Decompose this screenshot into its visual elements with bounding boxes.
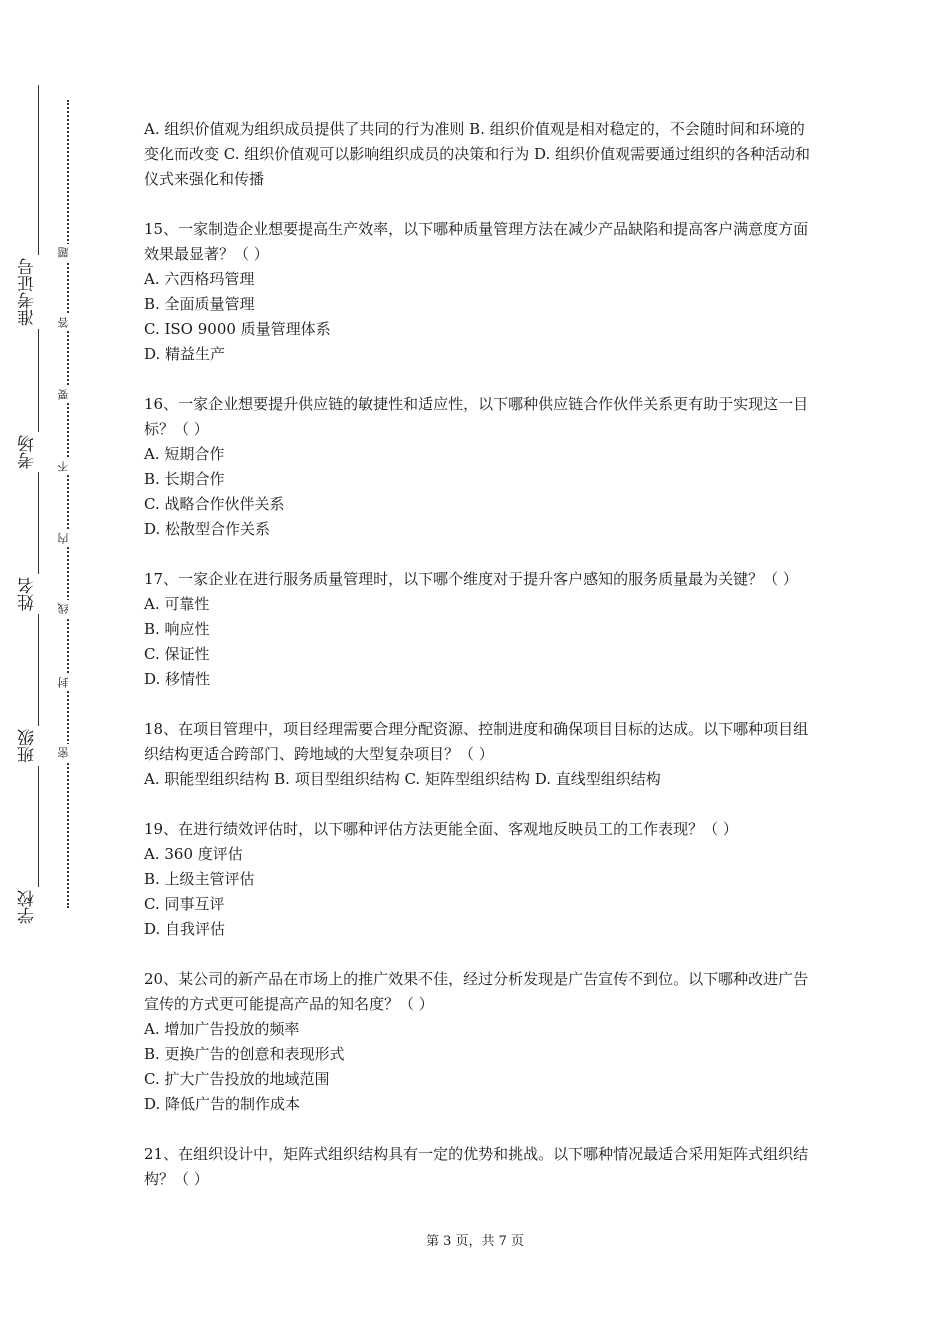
option: D. 精益生产 [144, 345, 226, 363]
question-text: 21、在组织设计中，矩阵式组织结构具有一定的优势和挑战。以下哪种情况最适合采用矩阵式组织结构？（ ） [144, 1145, 809, 1188]
option: B. 上级主管评估 [144, 870, 255, 888]
page-footer: 第 3 页，共 7 页 [425, 1234, 525, 1249]
question-text: 19、在进行绩效评估时，以下哪种评估方法更能全面、客观地反映员工的工作表现？（ ） [144, 820, 738, 838]
seal-char: 密 [58, 744, 76, 761]
option: B. 响应性 [144, 620, 210, 638]
option: D. 自我评估 [144, 920, 226, 938]
option: C. 保证性 [144, 645, 210, 663]
option: B. 更换广告的创意和表现形式 [144, 1045, 345, 1063]
seal-char: 答 [58, 314, 76, 331]
question-18 [144, 717, 814, 792]
question-15 [144, 217, 814, 367]
intro-paragraph: A. 组织价值观为组织成员提供了共同的行为准则 B. 组织价值观是相对稳定的，不会随时间和环境的变化而改变 C. 组织价值观可以影响组织成员的决策和行为 D. 组织价值观需要通过组织的各种活动和仪式来强化和传播 [144, 120, 811, 188]
option: A. 职能型组织结构 B. 项目型组织结构 C. 矩阵型组织结构 D. 直线型组织结构 [144, 770, 661, 788]
option: A. 短期合作 [144, 445, 225, 463]
option: D. 移情性 [144, 670, 211, 688]
binding-margin [0, 0, 110, 1344]
class-label: 班级 [18, 726, 58, 766]
option: C. ISO 9000 质量管理体系 [144, 320, 331, 338]
exam-number-label: 准考证号 [18, 255, 58, 329]
seal-char: 不 [58, 458, 76, 475]
school-label: 学校 [18, 887, 58, 927]
option: A. 六西格玛管理 [144, 270, 255, 288]
seal-char: 题 [58, 244, 76, 261]
question-19 [144, 817, 814, 942]
seal-dotted-line [67, 100, 69, 908]
option: A. 增加广告投放的频率 [144, 1020, 300, 1038]
question-text: 17、一家企业在进行服务质量管理时，以下哪个维度对于提升客户感知的服务质量最为关键？（ ） [144, 570, 798, 588]
binding-solid-line [38, 85, 39, 925]
option: A. 360 度评估 [144, 845, 243, 863]
seal-char: 线 [58, 600, 76, 617]
question-text: 20、某公司的新产品在市场上的推广效果不佳，经过分析发现是广告宣传不到位。以下哪种改进广告宣传的方式更可能提高产品的知名度？（ ） [144, 970, 809, 1013]
question-16 [144, 392, 814, 542]
option: C. 同事互评 [144, 895, 225, 913]
option: B. 全面质量管理 [144, 295, 255, 313]
option: B. 长期合作 [144, 470, 225, 488]
name-label: 姓名 [18, 574, 58, 614]
question-20 [144, 967, 814, 1117]
question-text: 18、在项目管理中，项目经理需要合理分配资源、控制进度和确保项目目标的达成。以下哪种项目组织结构更适合跨部门、跨地域的大型复杂项目？（ ） [144, 720, 809, 763]
option: D. 松散型合作关系 [144, 520, 271, 538]
option: D. 降低广告的制作成本 [144, 1095, 301, 1113]
question-21 [144, 1142, 814, 1192]
option: A. 可靠性 [144, 595, 210, 613]
seal-char: 封 [58, 674, 76, 691]
seal-char: 内 [58, 530, 76, 547]
exam-content [144, 117, 814, 1192]
question-17 [144, 567, 814, 692]
exam-room-label: 考场 [18, 432, 58, 472]
question-text: 16、一家企业想要提升供应链的敏捷性和适应性，以下哪种供应链合作伙伴关系更有助于实现这一目标？（ ） [144, 395, 809, 438]
option: C. 战略合作伙伴关系 [144, 495, 285, 513]
seal-char: 要 [58, 386, 76, 403]
question-text: 15、一家制造企业想要提高生产效率，以下哪种质量管理方法在减少产品缺陷和提高客户满意度方面效果最显著？（ ） [144, 220, 809, 263]
option: C. 扩大广告投放的地域范围 [144, 1070, 330, 1088]
